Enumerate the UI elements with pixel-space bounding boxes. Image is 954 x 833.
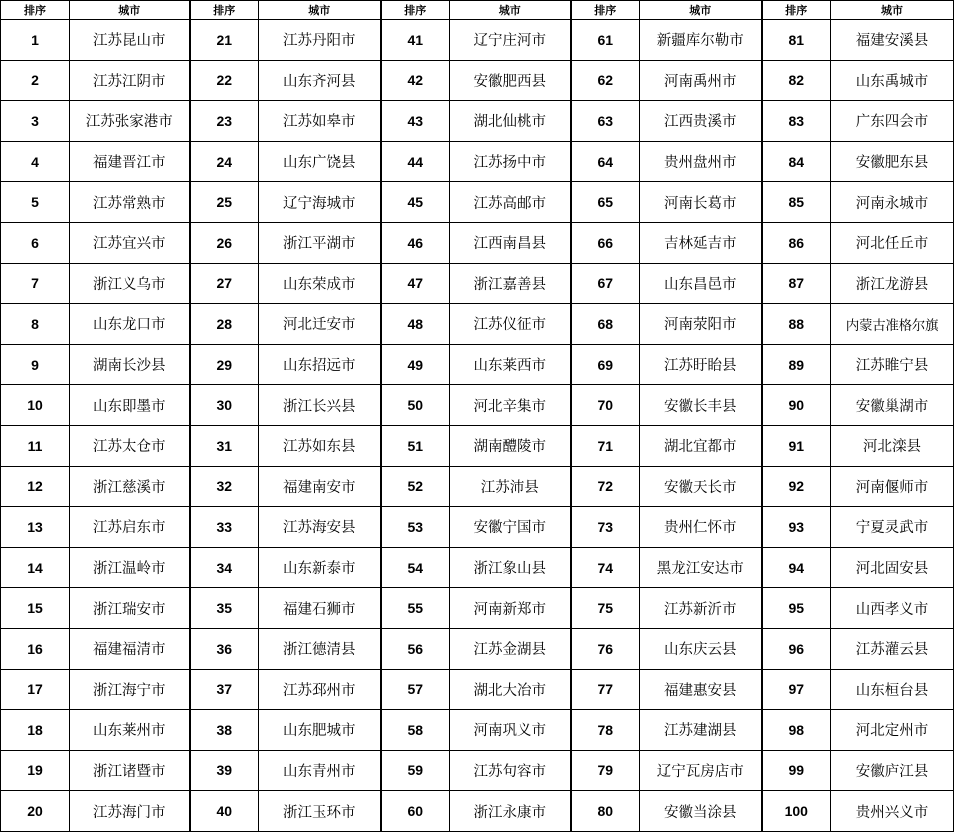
rank-cell: 53 bbox=[381, 507, 450, 548]
table-body bbox=[1, 20, 954, 832]
rank-cell: 23 bbox=[190, 101, 259, 142]
rank-cell: 100 bbox=[762, 791, 831, 832]
rank-cell: 89 bbox=[762, 344, 831, 385]
rank-cell: 78 bbox=[571, 710, 640, 751]
table-row bbox=[1, 141, 954, 182]
city-cell: 江苏张家港市 bbox=[70, 101, 190, 142]
city-cell: 湖北大冶市 bbox=[450, 669, 571, 710]
city-cell: 辽宁海城市 bbox=[259, 182, 381, 223]
rank-cell: 57 bbox=[381, 669, 450, 710]
rank-cell: 42 bbox=[381, 60, 450, 101]
rank-header: 排序 bbox=[1, 1, 70, 20]
rank-cell: 24 bbox=[190, 141, 259, 182]
city-cell: 江苏如皋市 bbox=[259, 101, 381, 142]
table-row bbox=[1, 344, 954, 385]
rank-cell: 40 bbox=[190, 791, 259, 832]
city-cell: 河南荥阳市 bbox=[640, 304, 762, 345]
rank-cell: 46 bbox=[381, 222, 450, 263]
city-cell: 浙江温岭市 bbox=[70, 547, 190, 588]
city-cell: 福建南安市 bbox=[259, 466, 381, 507]
city-cell: 浙江瑞安市 bbox=[70, 588, 190, 629]
rank-cell: 45 bbox=[381, 182, 450, 223]
city-cell: 湖北宜都市 bbox=[640, 425, 762, 466]
city-cell: 山东龙口市 bbox=[70, 304, 190, 345]
city-cell: 江苏太仓市 bbox=[70, 425, 190, 466]
rank-cell: 73 bbox=[571, 507, 640, 548]
city-cell: 山东莱州市 bbox=[70, 710, 190, 751]
city-cell: 浙江永康市 bbox=[450, 791, 571, 832]
city-cell: 江苏沛县 bbox=[450, 466, 571, 507]
city-cell: 江苏高邮市 bbox=[450, 182, 571, 223]
city-cell: 江苏昆山市 bbox=[70, 20, 190, 61]
city-cell: 浙江玉环市 bbox=[259, 791, 381, 832]
city-cell: 福建福清市 bbox=[70, 628, 190, 669]
rank-cell: 35 bbox=[190, 588, 259, 629]
rank-cell: 37 bbox=[190, 669, 259, 710]
rank-cell: 96 bbox=[762, 628, 831, 669]
rank-cell: 64 bbox=[571, 141, 640, 182]
table-row bbox=[1, 425, 954, 466]
rank-cell: 86 bbox=[762, 222, 831, 263]
city-cell: 河南偃师市 bbox=[831, 466, 954, 507]
rank-cell: 49 bbox=[381, 344, 450, 385]
city-cell: 江苏启东市 bbox=[70, 507, 190, 548]
city-cell: 江苏扬中市 bbox=[450, 141, 571, 182]
table-row bbox=[1, 669, 954, 710]
rank-cell: 91 bbox=[762, 425, 831, 466]
city-cell: 安徽当涂县 bbox=[640, 791, 762, 832]
table-row bbox=[1, 263, 954, 304]
city-cell: 贵州仁怀市 bbox=[640, 507, 762, 548]
table-row bbox=[1, 628, 954, 669]
rank-cell: 81 bbox=[762, 20, 831, 61]
city-cell: 江苏如东县 bbox=[259, 425, 381, 466]
rank-cell: 7 bbox=[1, 263, 70, 304]
rank-cell: 41 bbox=[381, 20, 450, 61]
city-cell: 湖北仙桃市 bbox=[450, 101, 571, 142]
city-cell: 河北辛集市 bbox=[450, 385, 571, 426]
rank-cell: 48 bbox=[381, 304, 450, 345]
city-cell: 江苏仪征市 bbox=[450, 304, 571, 345]
rank-cell: 34 bbox=[190, 547, 259, 588]
rank-cell: 85 bbox=[762, 182, 831, 223]
city-cell: 浙江龙游县 bbox=[831, 263, 954, 304]
rank-cell: 20 bbox=[1, 791, 70, 832]
rank-cell: 77 bbox=[571, 669, 640, 710]
rank-cell: 88 bbox=[762, 304, 831, 345]
rank-header: 排序 bbox=[381, 1, 450, 20]
city-cell: 山西孝义市 bbox=[831, 588, 954, 629]
rank-cell: 98 bbox=[762, 710, 831, 751]
city-cell: 江西贵溪市 bbox=[640, 101, 762, 142]
table-row bbox=[1, 60, 954, 101]
city-cell: 安徽长丰县 bbox=[640, 385, 762, 426]
city-cell: 山东庆云县 bbox=[640, 628, 762, 669]
city-cell: 山东肥城市 bbox=[259, 710, 381, 751]
table-row bbox=[1, 791, 954, 832]
city-cell: 河北定州市 bbox=[831, 710, 954, 751]
rank-cell: 3 bbox=[1, 101, 70, 142]
city-cell: 江苏盱眙县 bbox=[640, 344, 762, 385]
rank-cell: 67 bbox=[571, 263, 640, 304]
city-cell: 河北固安县 bbox=[831, 547, 954, 588]
rank-cell: 84 bbox=[762, 141, 831, 182]
city-cell: 河北任丘市 bbox=[831, 222, 954, 263]
city-cell: 江苏金湖县 bbox=[450, 628, 571, 669]
city-cell: 山东广饶县 bbox=[259, 141, 381, 182]
city-cell: 江苏宜兴市 bbox=[70, 222, 190, 263]
rank-cell: 87 bbox=[762, 263, 831, 304]
city-cell: 安徽巢湖市 bbox=[831, 385, 954, 426]
city-cell: 吉林延吉市 bbox=[640, 222, 762, 263]
rank-cell: 26 bbox=[190, 222, 259, 263]
rank-cell: 5 bbox=[1, 182, 70, 223]
city-header: 城市 bbox=[259, 1, 381, 20]
rank-cell: 17 bbox=[1, 669, 70, 710]
city-cell: 江苏海门市 bbox=[70, 791, 190, 832]
rank-cell: 43 bbox=[381, 101, 450, 142]
rank-cell: 30 bbox=[190, 385, 259, 426]
rank-cell: 22 bbox=[190, 60, 259, 101]
city-header: 城市 bbox=[70, 1, 190, 20]
city-cell: 安徽宁国市 bbox=[450, 507, 571, 548]
city-cell: 浙江平湖市 bbox=[259, 222, 381, 263]
rank-cell: 9 bbox=[1, 344, 70, 385]
rank-cell: 8 bbox=[1, 304, 70, 345]
city-cell: 山东齐河县 bbox=[259, 60, 381, 101]
rank-cell: 13 bbox=[1, 507, 70, 548]
rank-cell: 52 bbox=[381, 466, 450, 507]
rank-cell: 93 bbox=[762, 507, 831, 548]
city-cell: 江苏邳州市 bbox=[259, 669, 381, 710]
rank-cell: 21 bbox=[190, 20, 259, 61]
rank-cell: 25 bbox=[190, 182, 259, 223]
city-cell: 河南永城市 bbox=[831, 182, 954, 223]
rank-cell: 61 bbox=[571, 20, 640, 61]
rank-cell: 62 bbox=[571, 60, 640, 101]
city-cell: 安徽肥西县 bbox=[450, 60, 571, 101]
city-cell: 山东即墨市 bbox=[70, 385, 190, 426]
rank-cell: 16 bbox=[1, 628, 70, 669]
city-cell: 河南禹州市 bbox=[640, 60, 762, 101]
city-cell: 山东莱西市 bbox=[450, 344, 571, 385]
rank-cell: 39 bbox=[190, 750, 259, 791]
city-cell: 山东昌邑市 bbox=[640, 263, 762, 304]
rank-cell: 70 bbox=[571, 385, 640, 426]
city-cell: 江苏海安县 bbox=[259, 507, 381, 548]
table-row bbox=[1, 20, 954, 61]
city-cell: 福建晋江市 bbox=[70, 141, 190, 182]
city-cell: 山东青州市 bbox=[259, 750, 381, 791]
city-cell: 山东桓台县 bbox=[831, 669, 954, 710]
table-row bbox=[1, 547, 954, 588]
city-cell: 广东四会市 bbox=[831, 101, 954, 142]
city-cell: 江苏灌云县 bbox=[831, 628, 954, 669]
city-cell: 江苏江阴市 bbox=[70, 60, 190, 101]
city-cell: 辽宁瓦房店市 bbox=[640, 750, 762, 791]
rank-cell: 95 bbox=[762, 588, 831, 629]
city-cell: 贵州兴义市 bbox=[831, 791, 954, 832]
city-header: 城市 bbox=[450, 1, 571, 20]
city-cell: 浙江慈溪市 bbox=[70, 466, 190, 507]
table-header bbox=[1, 1, 954, 20]
city-cell: 江西南昌县 bbox=[450, 222, 571, 263]
table-row bbox=[1, 466, 954, 507]
city-cell: 浙江义乌市 bbox=[70, 263, 190, 304]
city-cell: 安徽天长市 bbox=[640, 466, 762, 507]
rank-cell: 79 bbox=[571, 750, 640, 791]
rank-cell: 27 bbox=[190, 263, 259, 304]
table-row bbox=[1, 222, 954, 263]
table-row bbox=[1, 750, 954, 791]
rank-cell: 51 bbox=[381, 425, 450, 466]
city-cell: 黑龙江安达市 bbox=[640, 547, 762, 588]
rank-header: 排序 bbox=[571, 1, 640, 20]
rank-cell: 15 bbox=[1, 588, 70, 629]
city-cell: 浙江德清县 bbox=[259, 628, 381, 669]
rank-cell: 32 bbox=[190, 466, 259, 507]
rank-header: 排序 bbox=[762, 1, 831, 20]
city-cell: 辽宁庄河市 bbox=[450, 20, 571, 61]
rank-header: 排序 bbox=[190, 1, 259, 20]
rank-cell: 55 bbox=[381, 588, 450, 629]
rank-cell: 28 bbox=[190, 304, 259, 345]
rank-cell: 38 bbox=[190, 710, 259, 751]
table-row bbox=[1, 710, 954, 751]
rank-cell: 29 bbox=[190, 344, 259, 385]
rank-cell: 56 bbox=[381, 628, 450, 669]
header-row bbox=[1, 1, 954, 20]
rank-cell: 72 bbox=[571, 466, 640, 507]
city-cell: 浙江诸暨市 bbox=[70, 750, 190, 791]
rank-cell: 2 bbox=[1, 60, 70, 101]
city-cell: 浙江象山县 bbox=[450, 547, 571, 588]
rank-cell: 33 bbox=[190, 507, 259, 548]
rank-cell: 99 bbox=[762, 750, 831, 791]
city-cell: 安徽庐江县 bbox=[831, 750, 954, 791]
rank-cell: 74 bbox=[571, 547, 640, 588]
city-header: 城市 bbox=[831, 1, 954, 20]
rank-cell: 18 bbox=[1, 710, 70, 751]
city-cell: 山东荣成市 bbox=[259, 263, 381, 304]
city-cell: 河南长葛市 bbox=[640, 182, 762, 223]
rank-cell: 19 bbox=[1, 750, 70, 791]
rank-cell: 75 bbox=[571, 588, 640, 629]
table-row bbox=[1, 588, 954, 629]
rank-cell: 6 bbox=[1, 222, 70, 263]
rank-cell: 82 bbox=[762, 60, 831, 101]
rank-cell: 65 bbox=[571, 182, 640, 223]
table-row bbox=[1, 101, 954, 142]
rank-cell: 11 bbox=[1, 425, 70, 466]
city-cell: 江苏建湖县 bbox=[640, 710, 762, 751]
rank-cell: 10 bbox=[1, 385, 70, 426]
city-cell: 新疆库尔勒市 bbox=[640, 20, 762, 61]
city-cell: 江苏丹阳市 bbox=[259, 20, 381, 61]
rank-cell: 14 bbox=[1, 547, 70, 588]
rank-cell: 76 bbox=[571, 628, 640, 669]
city-header: 城市 bbox=[640, 1, 762, 20]
city-cell: 河北滦县 bbox=[831, 425, 954, 466]
city-cell: 江苏睢宁县 bbox=[831, 344, 954, 385]
city-cell: 浙江长兴县 bbox=[259, 385, 381, 426]
city-cell: 浙江海宁市 bbox=[70, 669, 190, 710]
city-cell: 山东禹城市 bbox=[831, 60, 954, 101]
city-cell: 福建惠安县 bbox=[640, 669, 762, 710]
rank-cell: 69 bbox=[571, 344, 640, 385]
rank-cell: 44 bbox=[381, 141, 450, 182]
rank-cell: 68 bbox=[571, 304, 640, 345]
rank-cell: 60 bbox=[381, 791, 450, 832]
table-row bbox=[1, 385, 954, 426]
city-cell: 安徽肥东县 bbox=[831, 141, 954, 182]
city-cell: 内蒙古准格尔旗 bbox=[831, 304, 954, 345]
rank-cell: 90 bbox=[762, 385, 831, 426]
rank-cell: 31 bbox=[190, 425, 259, 466]
rank-cell: 54 bbox=[381, 547, 450, 588]
city-cell: 湖南醴陵市 bbox=[450, 425, 571, 466]
rank-cell: 71 bbox=[571, 425, 640, 466]
city-cell: 宁夏灵武市 bbox=[831, 507, 954, 548]
city-cell: 福建安溪县 bbox=[831, 20, 954, 61]
rank-cell: 97 bbox=[762, 669, 831, 710]
rank-cell: 92 bbox=[762, 466, 831, 507]
rank-cell: 80 bbox=[571, 791, 640, 832]
rank-cell: 66 bbox=[571, 222, 640, 263]
city-cell: 贵州盘州市 bbox=[640, 141, 762, 182]
rank-cell: 12 bbox=[1, 466, 70, 507]
rank-cell: 94 bbox=[762, 547, 831, 588]
table-row bbox=[1, 182, 954, 223]
city-cell: 湖南长沙县 bbox=[70, 344, 190, 385]
rank-cell: 47 bbox=[381, 263, 450, 304]
rank-cell: 50 bbox=[381, 385, 450, 426]
rank-cell: 4 bbox=[1, 141, 70, 182]
rank-cell: 63 bbox=[571, 101, 640, 142]
city-cell: 福建石狮市 bbox=[259, 588, 381, 629]
city-cell: 江苏新沂市 bbox=[640, 588, 762, 629]
city-cell: 山东招远市 bbox=[259, 344, 381, 385]
rank-cell: 36 bbox=[190, 628, 259, 669]
city-cell: 浙江嘉善县 bbox=[450, 263, 571, 304]
city-cell: 江苏常熟市 bbox=[70, 182, 190, 223]
city-cell: 河南新郑市 bbox=[450, 588, 571, 629]
city-cell: 江苏句容市 bbox=[450, 750, 571, 791]
rank-cell: 58 bbox=[381, 710, 450, 751]
rank-cell: 59 bbox=[381, 750, 450, 791]
city-cell: 山东新泰市 bbox=[259, 547, 381, 588]
city-cell: 河北迁安市 bbox=[259, 304, 381, 345]
city-cell: 河南巩义市 bbox=[450, 710, 571, 751]
table-row bbox=[1, 304, 954, 345]
table-row bbox=[1, 507, 954, 548]
rank-cell: 1 bbox=[1, 20, 70, 61]
rank-cell: 83 bbox=[762, 101, 831, 142]
